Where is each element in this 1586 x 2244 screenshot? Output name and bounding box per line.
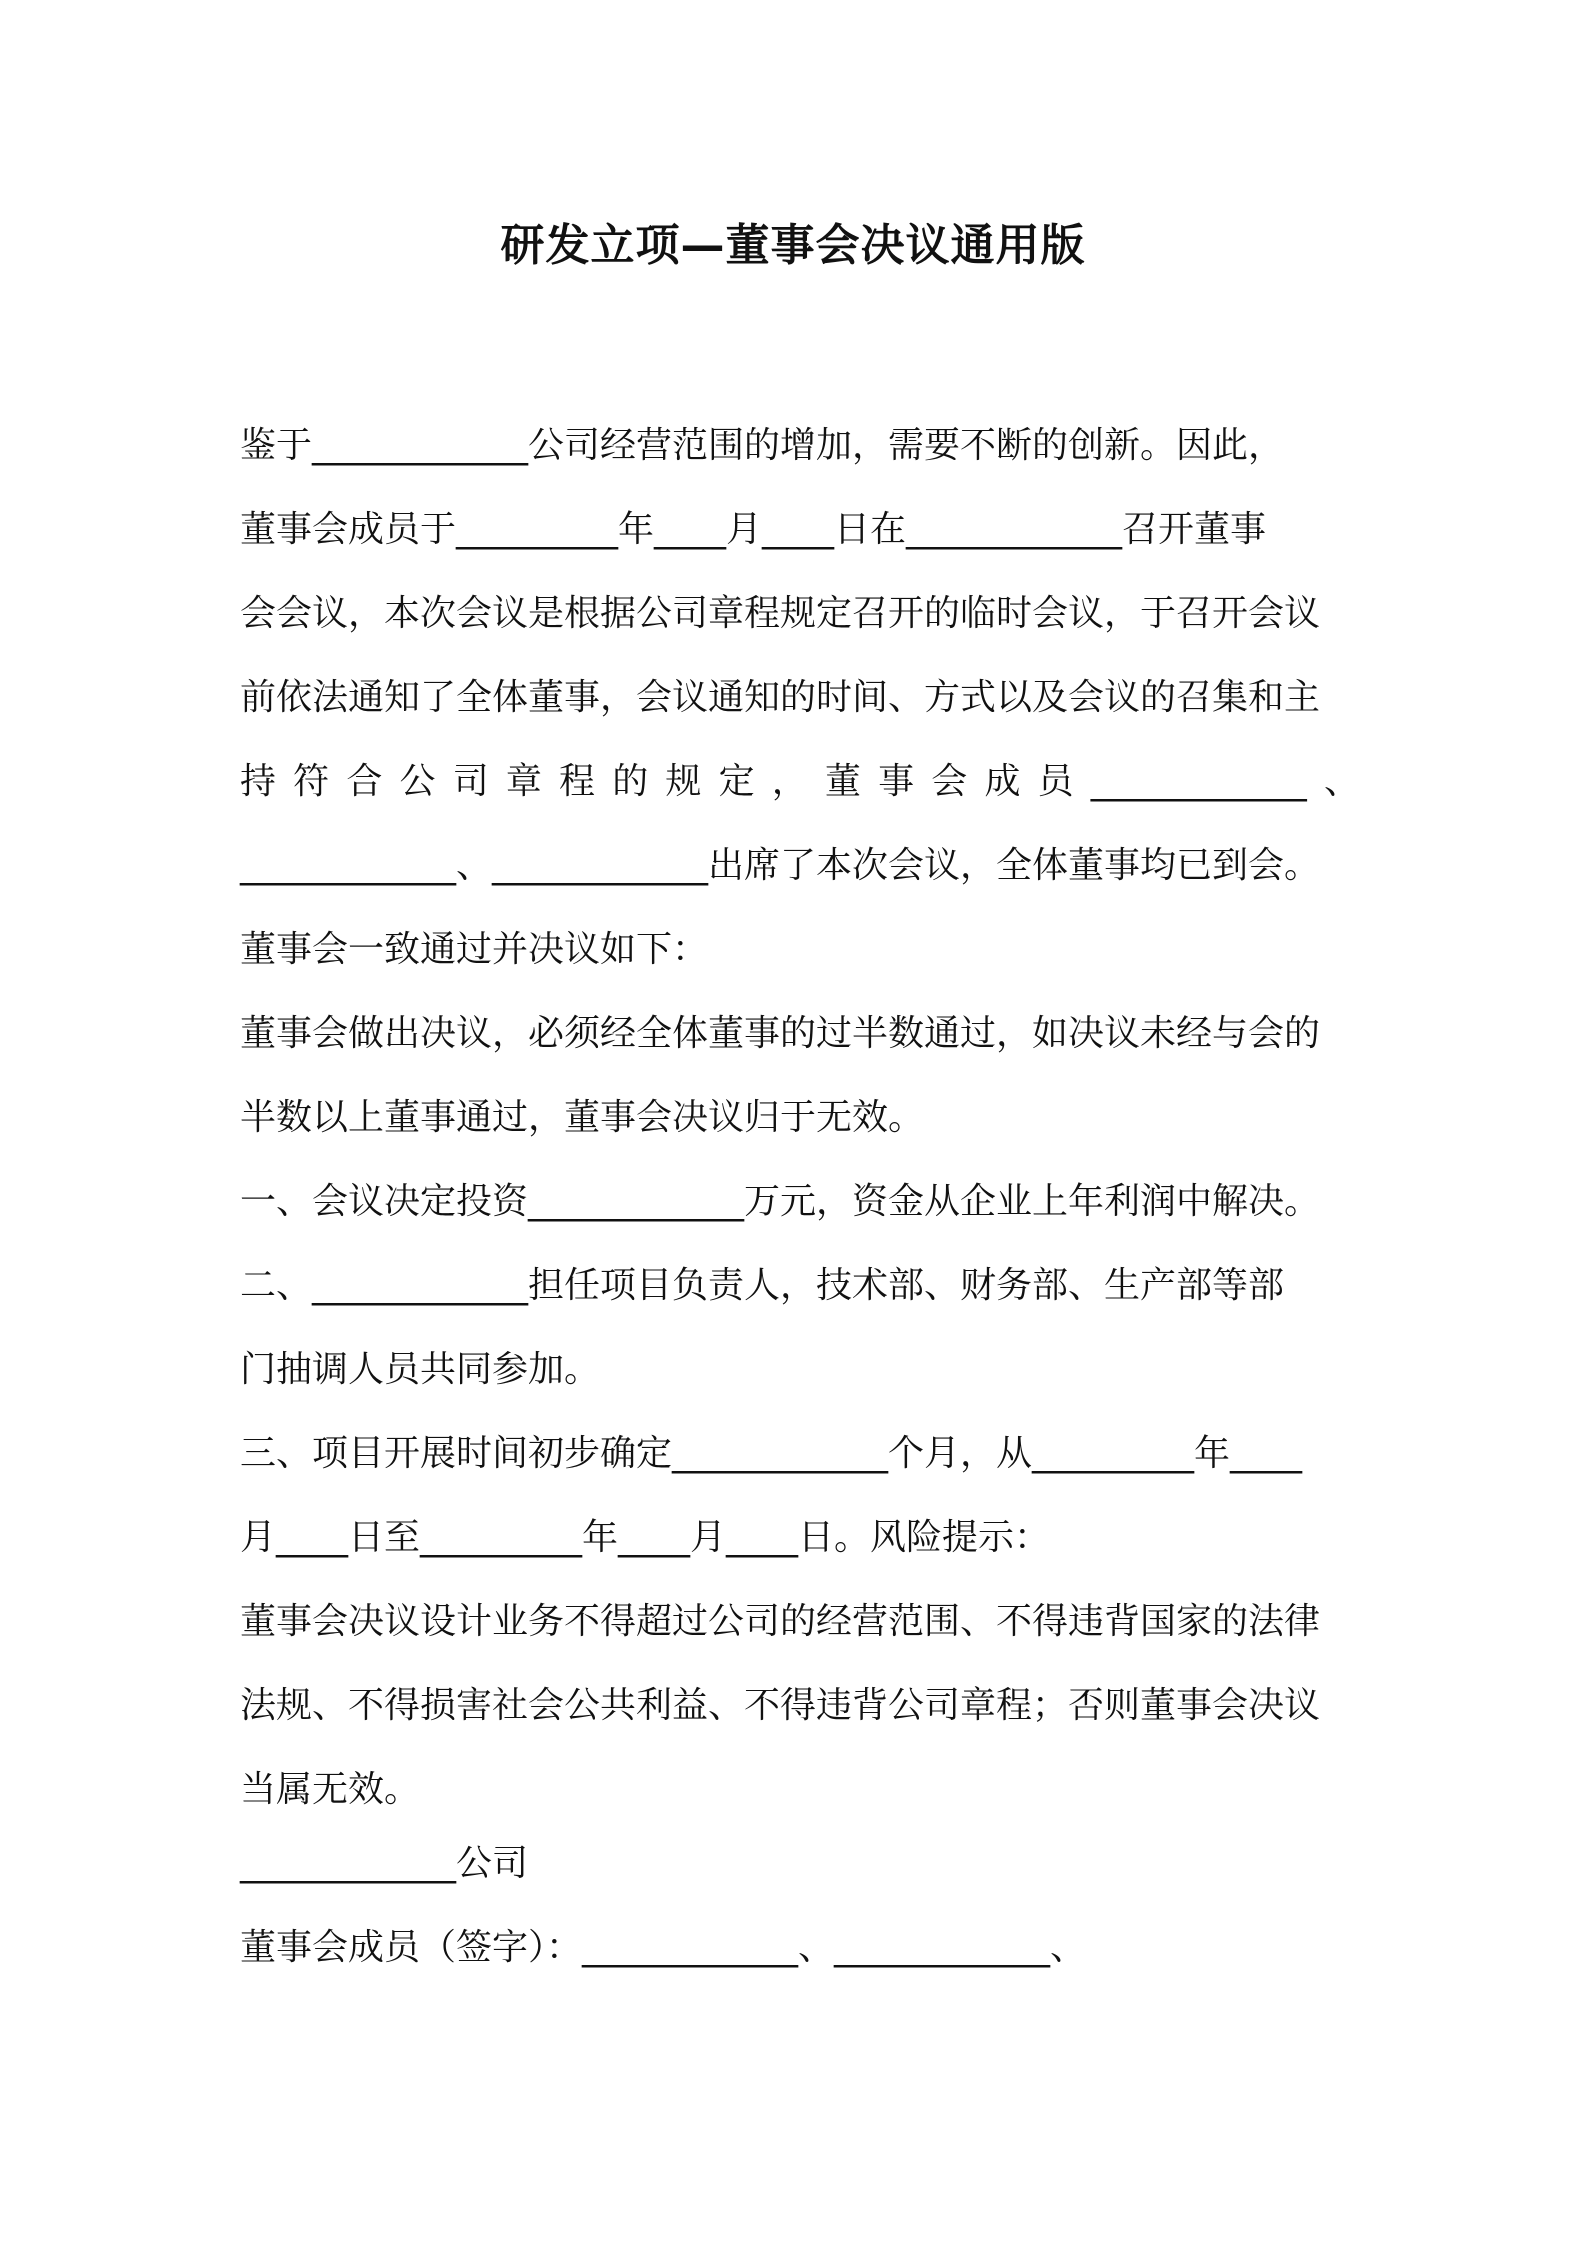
- board-signature-line: 董事会成员（签字）：____________、____________、: [240, 1927, 1087, 1968]
- body-line-8: 董事会做出决议，必须经全体董事的过半数通过，如决议未经与会的: [240, 1013, 1321, 1054]
- body-line-10: 一、会议决定投资____________万元，资金从企业上年利润中解决。: [240, 1181, 1321, 1222]
- signature-block: [240, 1822, 1360, 1990]
- resolution-body: [240, 404, 1360, 1832]
- company-name-line: ____________公司: [240, 1843, 529, 1884]
- body-line-14: 月____日至_________年____月____日。风险提示：: [240, 1517, 1051, 1558]
- body-line-9: 半数以上董事通过，董事会决议归于无效。: [240, 1097, 925, 1138]
- body-line-11: 二、____________担任项目负责人，技术部、财务部、生产部等部: [240, 1265, 1285, 1306]
- body-line-6: ____________、____________出席了本次会议，全体董事均已到会。: [240, 845, 1321, 886]
- body-line-12: 门抽调人员共同参加。: [240, 1349, 601, 1390]
- body-line-16: 法规、不得损害社会公共利益、不得违背公司章程；否则董事会决议: [240, 1685, 1321, 1726]
- body-line-5: 持符合公司章程的规定，董事会成员____________、: [240, 761, 1360, 802]
- body-line-17: 当属无效。: [240, 1769, 421, 1810]
- document-title: 研发立项—董事会决议通用版: [500, 220, 1086, 271]
- body-line-1: 鉴于____________公司经营范围的增加，需要不断的创新。因此，: [240, 425, 1285, 466]
- body-line-2: 董事会成员于_________年____月____日在____________召开董事: [240, 509, 1267, 550]
- body-line-7: 董事会一致通过并决议如下：: [240, 929, 709, 970]
- body-line-3: 会会议，本次会议是根据公司章程规定召开的临时会议，于召开会议: [240, 593, 1321, 634]
- body-line-15: 董事会决议设计业务不得超过公司的经营范围、不得违背国家的法律: [240, 1601, 1321, 1642]
- body-line-4: 前依法通知了全体董事，会议通知的时间、方式以及会议的召集和主: [240, 677, 1321, 718]
- body-line-13: 三、项目开展时间初步确定____________个月，从_________年____: [240, 1433, 1303, 1474]
